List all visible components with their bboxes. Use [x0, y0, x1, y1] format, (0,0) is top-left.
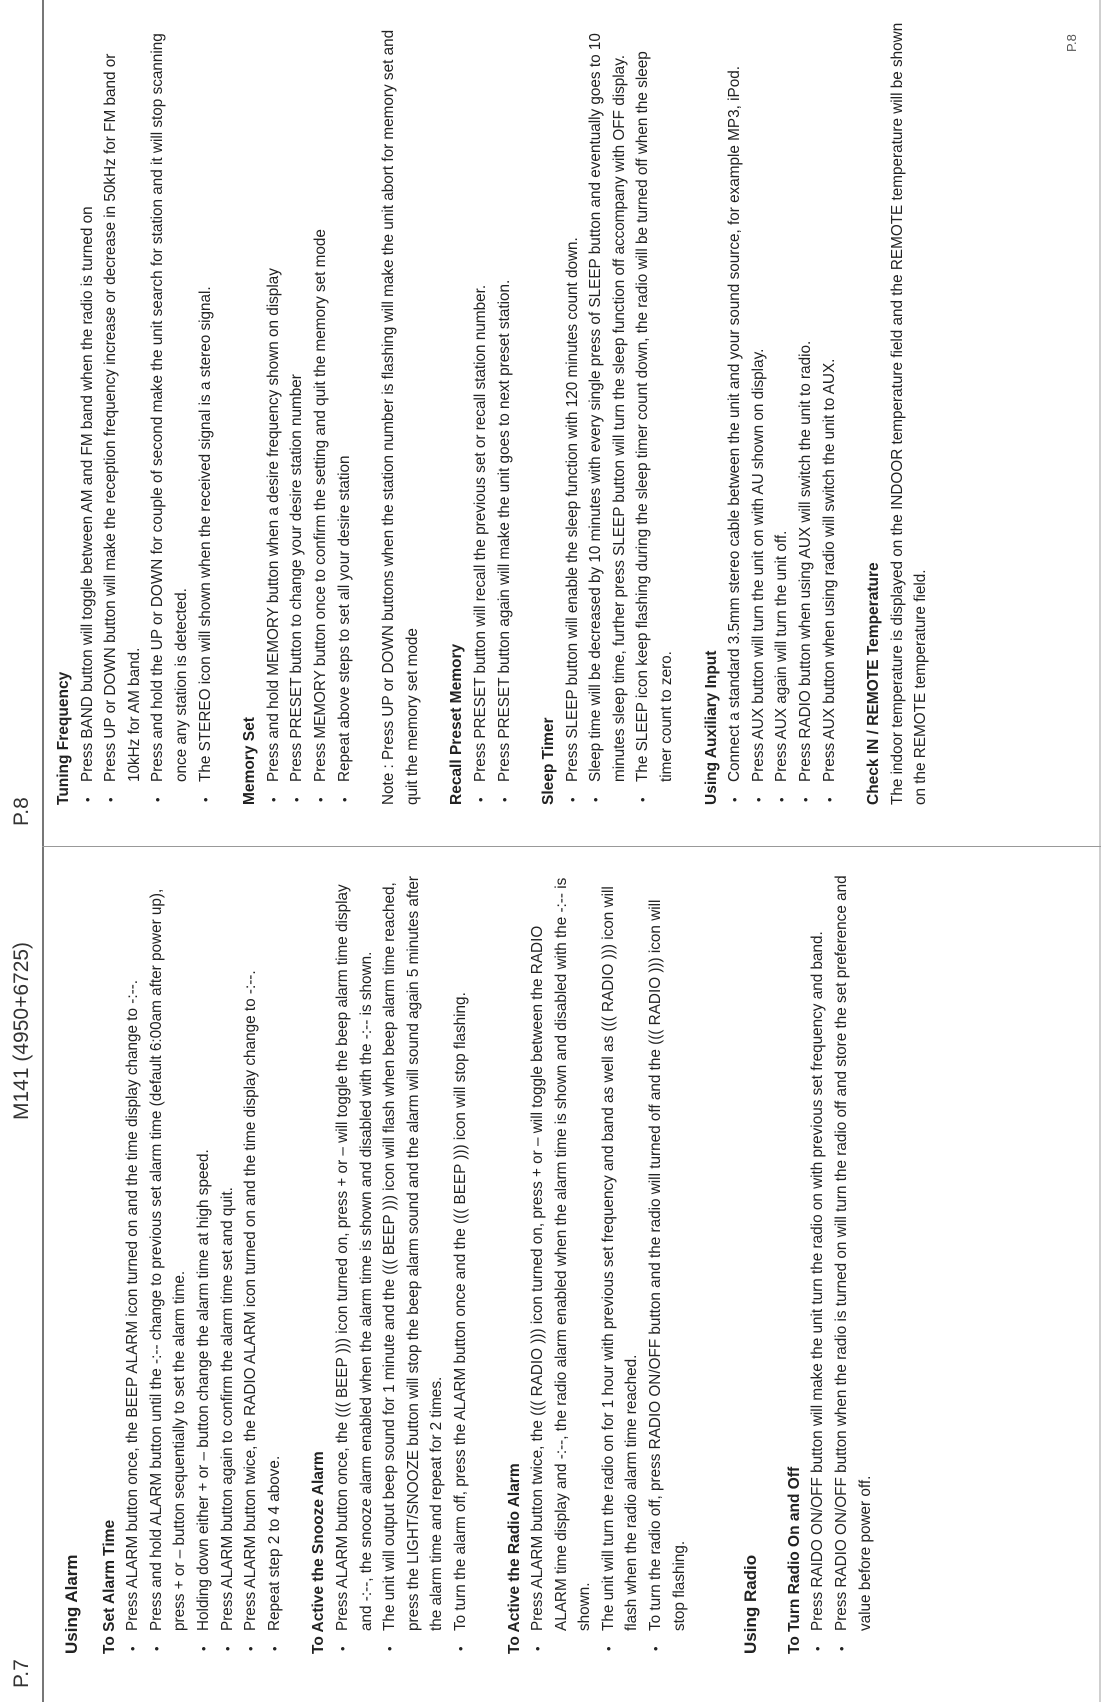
recall-section: [445, 15, 516, 805]
memory-note: [377, 15, 424, 805]
list-item: • Press AUX again will turn the unit off.: [770, 15, 794, 805]
list-item: • Press PRESET button will recall the previous set or recall station number.: [469, 15, 493, 805]
page-header: [0, 0, 40, 1702]
aux-list: [723, 15, 841, 805]
snooze-list: [331, 874, 473, 1654]
model-number: M141 (4950+6725): [10, 941, 33, 1120]
tuning-list: [76, 15, 218, 805]
list-item: • Press and hold ALARM button until the -:-- change to previous set alarm time (default 6:00am after power up), press + or – button sequentially to set the alarm time.: [145, 874, 192, 1654]
list-item: • The SLEEP icon keep flashing during the sleep timer count down, the radio will be turned off when the sleep timer count to zero.: [631, 15, 678, 805]
list-item: • Press RADIO button when using AUX will switch the unit to radio.: [794, 15, 818, 805]
radio-onoff-section: [783, 874, 877, 1654]
sleep-section: [537, 15, 679, 805]
right-page-column: [52, 15, 954, 805]
list-item: • Press UP or DOWN button will make the reception frequency increase or decrease in 50kHz for FM band or 10kHz for AM band.: [99, 15, 146, 805]
aux-section: [700, 15, 842, 805]
list-item: • Press ALARM button once, the BEEP ALARM icon turned on and the time display change to -:--.: [121, 874, 145, 1654]
list-item: • To turn the radio off, press RADIO ON/OFF button and the radio will turned off and the ((( RADIO ))) icon will stop flashing.: [644, 874, 691, 1654]
snooze-title: To Active the Snooze Alarm: [310, 1451, 328, 1654]
column-divider: [42, 846, 1101, 847]
aux-title: Using Auxiliary Input: [702, 650, 720, 805]
list-item: • The STEREO icon will shown when the received signal is a stereo signal.: [194, 15, 218, 805]
list-item: • Press MEMORY button once to confirm the setting and quit the memory set mode: [309, 15, 333, 805]
list-item: • Press SLEEP button will enable the sleep function with 120 minutes count down.: [561, 15, 585, 805]
tuning-title: Tuning Frequency: [55, 671, 72, 805]
list-item: • Holding down either + or – button change the alarm time at high speed.: [192, 874, 216, 1654]
list-item: • Press PRESET button again will make the unit goes to next preset station.: [493, 15, 517, 805]
list-item: • Press ALARM button again to confirm the alarm time set and quit.: [216, 874, 240, 1654]
header-divider: [42, 0, 44, 1702]
radio-onoff-title: To Turn Radio On and Off: [785, 1466, 803, 1654]
radio-onoff-list: [806, 874, 877, 1654]
sleep-list: [561, 15, 679, 805]
list-item: • Repeat above steps to set all your desire station: [333, 15, 357, 805]
temperature-title: Check IN / REMOTE Temperature: [865, 562, 883, 805]
set-alarm-list: [121, 874, 286, 1654]
list-item: • Connect a standard 3.5mm stereo cable between the unit and your sound source, for example MP3, iPod.: [723, 15, 747, 805]
recall-title: Recall Preset Memory: [448, 643, 466, 805]
left-page-column: [52, 874, 898, 1654]
list-item: • Press and hold the UP or DOWN for couple of second make the unit search for station and it will stop scanning once any station is detected.: [146, 15, 193, 805]
list-item: • Press ALARM button twice, the RADIO ALARM icon turned on and the time display change to -:--.: [239, 874, 263, 1654]
note-text: Note : Press UP or DOWN buttons when the station number is flashing will make the unit abort for memory set and quit the memory set mode: [380, 29, 421, 805]
section-title-using-radio: Using Radio: [741, 1554, 761, 1654]
memory-title: Memory Set: [241, 717, 259, 805]
list-item: • The unit will output beep sound for 1 minute and the ((( BEEP ))) icon will flash when beep alarm time reached, press the LIGHT/SNOOZE button will stop the beep alarm sound and the alarm will sound again 5 minutes after the alarm time and repeat for 2 times.: [378, 874, 449, 1654]
list-item: • Repeat step 2 to 4 above.: [263, 874, 287, 1654]
radio-alarm-section: [503, 874, 692, 1654]
corner-page-number: P.8: [1064, 34, 1079, 52]
list-item: • Press RAIDO ON/OFF button will make the unit turn the radio on with previous set frequency and band.: [806, 874, 830, 1654]
list-item: • Press and hold MEMORY button when a desire frequency shown on display: [262, 15, 286, 805]
radio-alarm-title: To Active the Radio Alarm: [505, 1463, 523, 1654]
list-item: • Press ALARM button twice, the ((( RADIO ))) icon turned on, press + or – will toggle between the RADIO ALARM time display and -:--, the radio alarm enabled when the alarm time is shown and disabled with the -:-- is shown.: [526, 874, 597, 1654]
tuning-section: [52, 15, 217, 805]
list-item: • Press AUX button will turn the unit on with AU shown on display.: [747, 15, 771, 805]
memory-section: [238, 15, 356, 805]
list-item: • The unit will turn the radio on for 1 hour with previous set frequency and band as well as ((( RADIO ))) icon will flash when the radio alarm time reached.: [597, 874, 644, 1654]
set-alarm-section: [98, 874, 287, 1654]
list-item: • Press RADIO ON/OFF button when the radio is turned on will turn the radio off and store the set preference and value before power off.: [830, 874, 877, 1654]
snooze-section: [307, 874, 472, 1654]
page-number-left: P.7: [10, 1659, 33, 1688]
list-item: • Press AUX button when using radio will switch the unit to AUX.: [818, 15, 842, 805]
memory-list: [262, 15, 356, 805]
page-number-right: P.8: [10, 797, 33, 826]
temperature-section: [862, 15, 933, 805]
list-item: • Press BAND button will toggle between AM and FM band when the radio is turned on: [76, 15, 100, 805]
recall-list: [469, 15, 516, 805]
temperature-text: The indoor temperature is displayed on the INDOOR temperature field and the REMOTE temperature will be shown on the REMOTE temperature field.: [888, 22, 930, 805]
set-alarm-title: To Set Alarm Time: [100, 1519, 118, 1654]
list-item: • Press PRESET button to change your desire station number: [285, 15, 309, 805]
list-item: • Sleep time will be decreased by 10 minutes with every single press of SLEEP button and eventually goes to 10 minutes sleep time, further press SLEEP button will turn the sleep function off accompany with OFF display.: [584, 15, 631, 805]
radio-alarm-list: [526, 874, 691, 1654]
list-item: • To turn the alarm off, press the ALARM button once and the ((( BEEP ))) icon will stop flashing.: [449, 874, 473, 1654]
list-item: • Press ALARM button once, the ((( BEEP ))) icon turned on, press + or – will toggle the beep alarm time display and -:--, the snooze alarm enabled when the alarm time is shown and disabled with the -:-- is shown.: [331, 874, 378, 1654]
section-title-using-alarm: Using Alarm: [62, 1554, 81, 1654]
sleep-title: Sleep Timer: [540, 717, 558, 805]
